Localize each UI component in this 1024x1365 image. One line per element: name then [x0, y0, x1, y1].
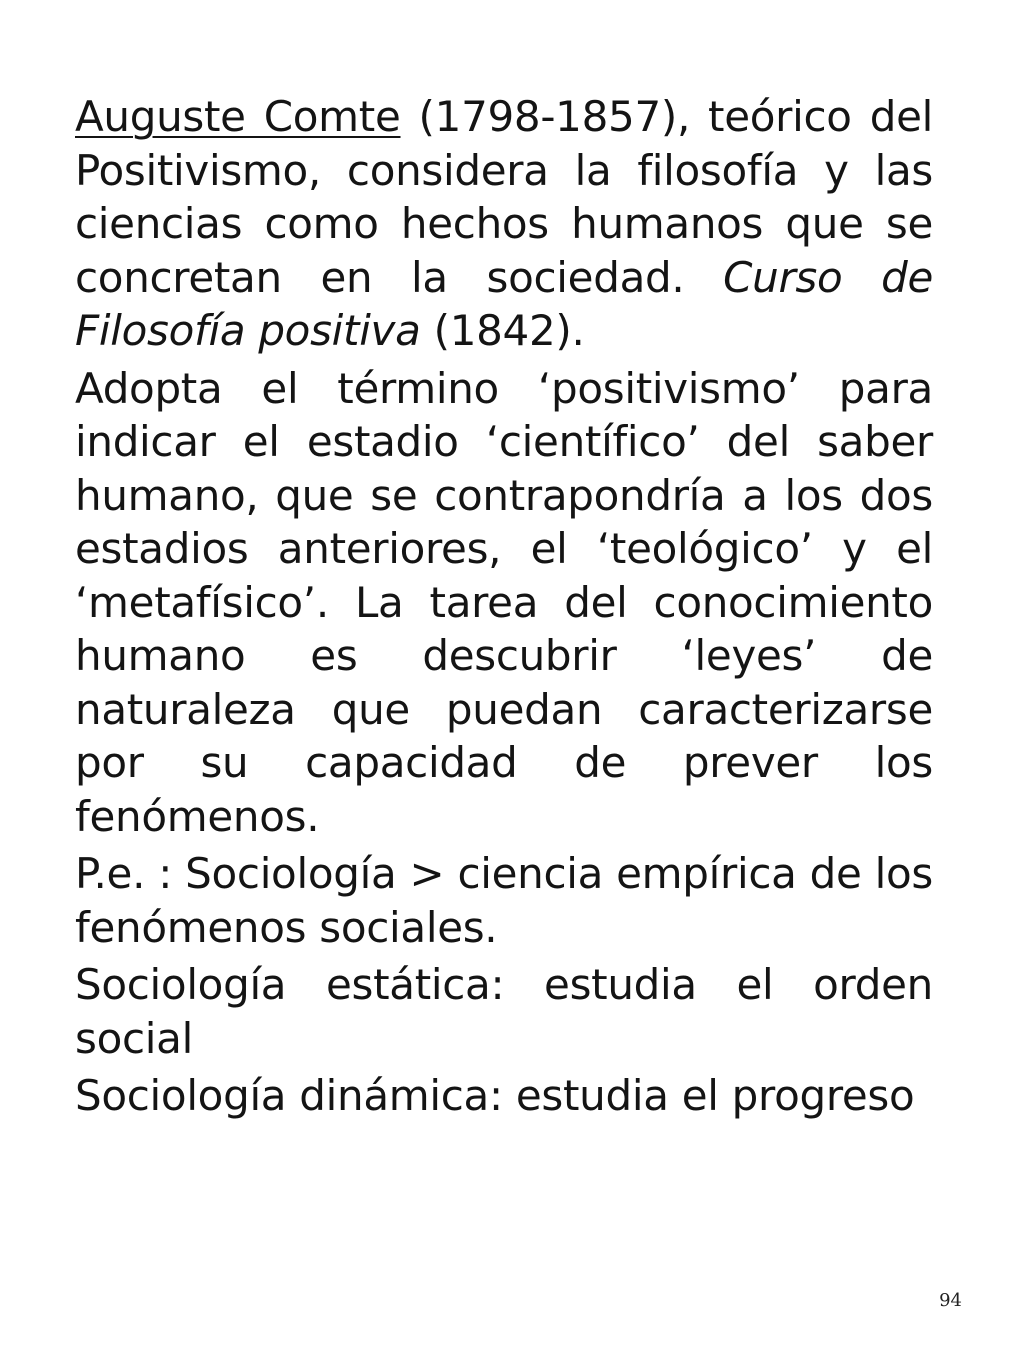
- slide-body: [75, 90, 933, 1127]
- paragraph-static-sociology: Sociología estática: estudia el orden social: [75, 960, 933, 1063]
- page-number: 94: [939, 1290, 962, 1311]
- paragraph-positivism: Adopta el término ‘positivismo’ para indicar el estadio ‘científico’ del saber humano, que se contrapondría a los dos estadios anteriores, el ‘teológico’ y el ‘metafísico’. La tarea del conocimiento humano es descubrir ‘leyes’ de naturaleza que puedan caracterizarse por su capacidad de prever los fenómenos.: [75, 363, 933, 841]
- work-year: (1842).: [420, 306, 585, 355]
- paragraph-dynamic-sociology: Sociología dinámica: estudia el progreso: [75, 1071, 915, 1120]
- paragraph-sociology-example: P.e. : Sociología > ciencia empírica de los fenómenos sociales.: [75, 849, 933, 952]
- author-name: Auguste Comte: [75, 92, 401, 141]
- paragraph-comte-intro: [75, 90, 933, 358]
- comte-intro-text: (1798-1857), teórico del Positivismo, considera la filosofía y las ciencias como hechos humanos que se concretan en la sociedad.: [75, 92, 933, 302]
- work-title: Curso de Filosofía positiva: [75, 252, 933, 355]
